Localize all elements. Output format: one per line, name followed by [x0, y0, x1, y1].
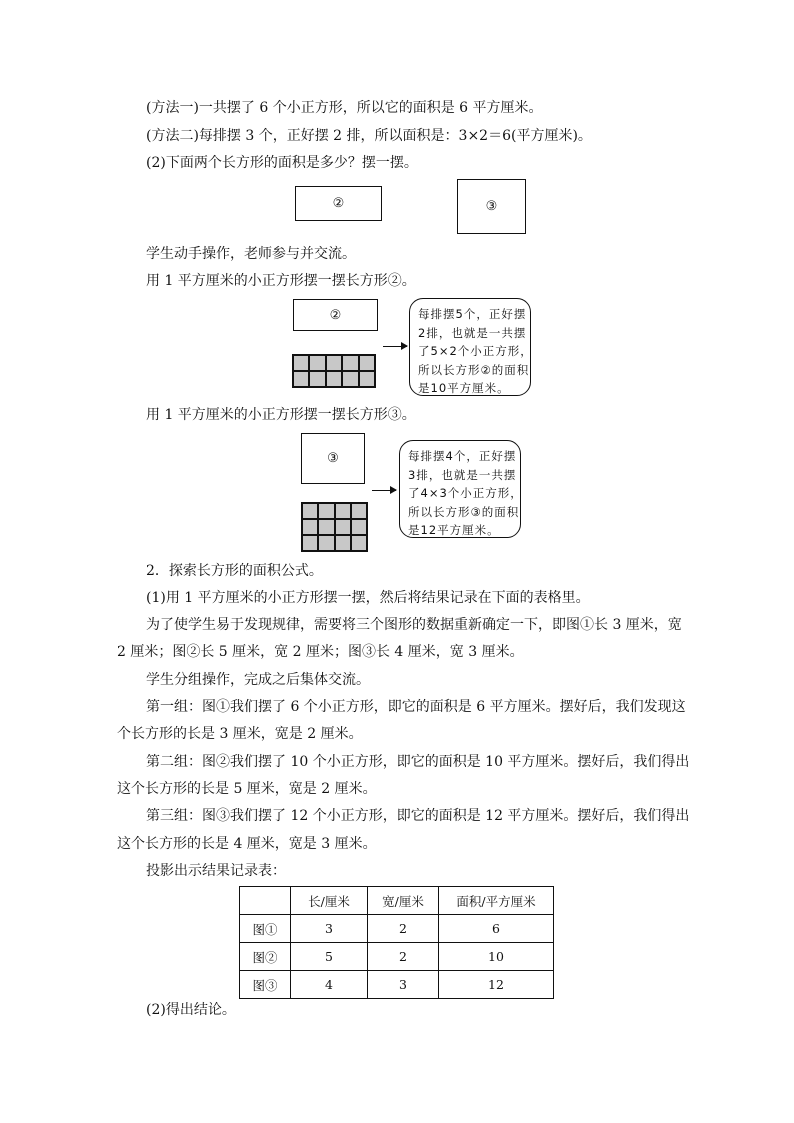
text-line: 第三组：图③我们摆了 12 个小正方形，即它的面积是 12 平方厘米。摆好后，我们得出 — [146, 808, 690, 824]
bubble-line: 3排，也就是一共摆 — [408, 467, 517, 482]
table-row — [240, 915, 554, 943]
speech-bubble-2 — [409, 298, 531, 396]
table-cell: 2 — [368, 915, 439, 943]
text-line: (方法二)每排摆 3 个，正好摆 2 排，所以面积是：3×2＝6(平方厘米)。 — [146, 128, 592, 144]
table-cell: 图① — [240, 915, 291, 943]
bubble-line: 是12平方厘米。 — [408, 523, 500, 537]
rectangle-2 — [295, 186, 382, 221]
arrow-icon — [372, 490, 396, 491]
table-cell: 10 — [439, 943, 554, 971]
rectangle-3-small — [301, 433, 365, 484]
table-row — [240, 971, 554, 999]
bubble-line: 了5×2个小正方形， — [418, 344, 533, 358]
bubble-line: 了4×3个小正方形， — [408, 486, 523, 500]
result-table — [239, 886, 554, 999]
text-line: (2)得出结论。 — [146, 1002, 236, 1018]
table-cell: 3 — [368, 971, 439, 999]
speech-bubble-3 — [399, 440, 521, 538]
bubble-line: 2排，也就是一共摆 — [418, 325, 527, 340]
text-line: 用 1 平方厘米的小正方形摆一摆长方形③。 — [146, 407, 416, 423]
table-cell: 图② — [240, 943, 291, 971]
text-line: 投影出示结果记录表： — [146, 863, 286, 879]
table-cell: 3 — [291, 915, 368, 943]
table-cell: 12 — [439, 971, 554, 999]
arrow-icon — [383, 346, 407, 347]
bubble-line: 所以长方形③的面积 — [408, 504, 520, 519]
text-line: 2 厘米；图②长 5 厘米，宽 2 厘米；图③长 4 厘米，宽 3 厘米。 — [117, 644, 524, 660]
bubble-line: 每排摆4个，正好摆 — [408, 449, 517, 463]
rectangle-3-label: ③ — [485, 199, 498, 214]
bubble-line: 每排摆5个，正好摆 — [418, 307, 527, 321]
text-line: 个长方形的长是 3 厘米，宽是 2 厘米。 — [117, 726, 363, 742]
text-line: 第二组：图②我们摆了 10 个小正方形，即它的面积是 10 平方厘米。摆好后，我们得出 — [146, 754, 690, 770]
table-header-cell: 宽/厘米 — [368, 887, 439, 915]
square-grid-4x3 — [301, 502, 368, 552]
text-line: 这个长方形的长是 5 厘米，宽是 2 厘米。 — [117, 781, 377, 797]
rectangle-2-label: ② — [332, 196, 345, 211]
rectangle-2-small — [293, 299, 378, 331]
text-line: 学生动手操作，老师参与并交流。 — [146, 246, 356, 262]
table-row — [240, 943, 554, 971]
table-header-cell: 面积/平方厘米 — [439, 887, 554, 915]
text-line: 用 1 平方厘米的小正方形摆一摆长方形②。 — [146, 273, 416, 289]
rectangle-3 — [457, 179, 526, 234]
text-line: (1)用 1 平方厘米的小正方形摆一摆，然后将结果记录在下面的表格里。 — [146, 590, 590, 606]
table-header-row — [240, 887, 554, 915]
table-cell: 图③ — [240, 971, 291, 999]
table-header-cell: 长/厘米 — [291, 887, 368, 915]
text-line: 这个长方形的长是 4 厘米，宽是 3 厘米。 — [117, 836, 377, 852]
text-line: 第一组：图①我们摆了 6 个小正方形，即它的面积是 6 平方厘米。摆好后，我们发现这 — [146, 699, 686, 715]
text-line: (方法一)一共摆了 6 个小正方形，所以它的面积是 6 平方厘米。 — [146, 100, 543, 116]
table-cell: 2 — [368, 943, 439, 971]
table-cell: 6 — [439, 915, 554, 943]
rectangle-3-small-label: ③ — [327, 451, 339, 466]
text-line: 为了使学生易于发现规律，需要将三个图形的数据重新确定一下，即图①长 3 厘米，宽 — [146, 617, 682, 633]
square-grid-5x2 — [292, 354, 376, 388]
text-line: 学生分组操作，完成之后集体交流。 — [146, 672, 370, 688]
table-cell: 5 — [291, 943, 368, 971]
table-cell: 4 — [291, 971, 368, 999]
section-heading: 2．探索长方形的面积公式。 — [146, 563, 323, 579]
rectangle-2-small-label: ② — [329, 307, 342, 323]
bubble-line: 所以长方形②的面积 — [418, 362, 530, 377]
text-line: (2)下面两个长方形的面积是多少？摆一摆。 — [146, 155, 418, 171]
table-header-cell — [240, 887, 291, 915]
bubble-line: 是10平方厘米。 — [418, 381, 510, 395]
